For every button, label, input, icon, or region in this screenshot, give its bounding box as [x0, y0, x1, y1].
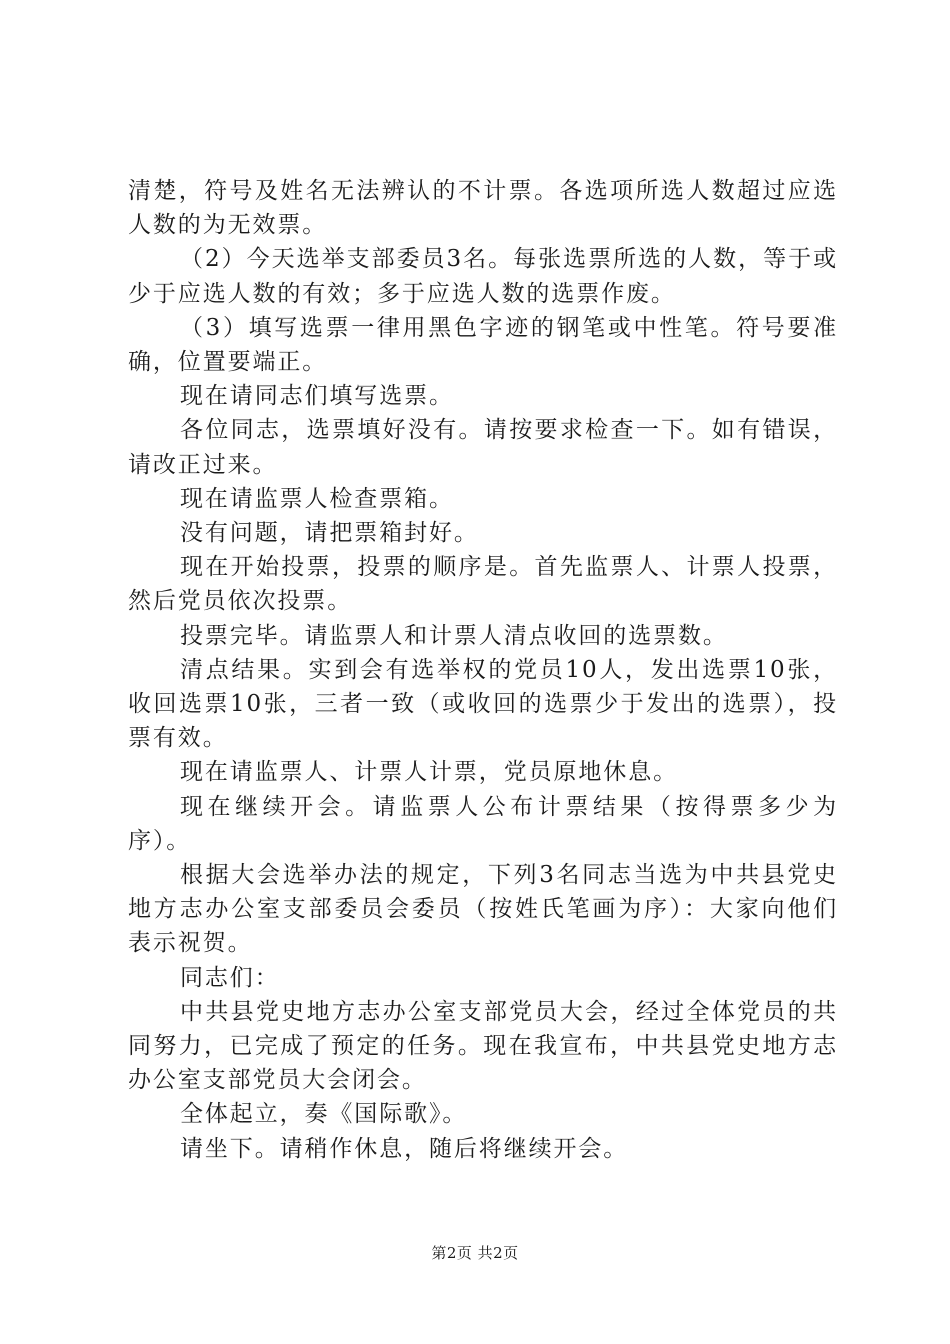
- paragraph: 同志们：: [180, 964, 280, 991]
- paragraph: 请坐下。请稍作休息，随后将继续开会。: [180, 1135, 629, 1162]
- page-number-footer: 第2页 共2页: [431, 1244, 519, 1262]
- paragraph: （2）今天选举支部委员3名。每张选票所选的人数，等于或少于应选人数的有效；多于应选人数的选票作废。: [128, 246, 838, 307]
- paragraph: 各位同志，选票填好没有。请按要求检查一下。如有错误，请改正过来。: [128, 417, 838, 478]
- paragraph: 现在继续开会。请监票人公布计票结果（按得票多少为序）。: [128, 793, 838, 854]
- paragraph: 现在请同志们填写选票。: [180, 383, 454, 410]
- paragraph: 清点结果。实到会有选举权的党员10人，发出选票10张，收回选票10张，三者一致（或收回的选票少于发出的选票），投票有效。: [128, 656, 838, 752]
- paragraph: 清楚，符号及姓名无法辨认的不计票。各选项所选人数超过应选人数的为无效票。: [128, 178, 838, 239]
- paragraph: 投票完毕。请监票人和计票人清点收回的选票数。: [180, 622, 728, 649]
- paragraph: （3）填写选票一律用黑色字迹的钢笔或中性笔。符号要准确，位置要端正。: [128, 314, 838, 376]
- paragraph: 全体起立，奏《国际歌》。: [180, 1101, 468, 1128]
- paragraph: 现在开始投票，投票的顺序是。首先监票人、计票人投票，然后党员依次投票。: [128, 554, 838, 615]
- paragraph: 没有问题，请把票箱封好。: [180, 520, 479, 547]
- paragraph: 中共县党史地方志办公室支部党员大会，经过全体党员的共同努力，已完成了预定的任务。现在我宣布，中共县党史地方志办公室支部党员大会闭会。: [128, 998, 838, 1094]
- paragraph: 现在请监票人检查票箱。: [180, 485, 454, 512]
- document-body: [128, 174, 838, 1166]
- paragraph: 现在请监票人、计票人计票，党员原地休息。: [180, 759, 678, 786]
- paragraph: 根据大会选举办法的规定，下列3名同志当选为中共县党史地方志办公室支部委员会委员（按姓氏笔画为序）：大家向他们表示祝贺。: [128, 862, 838, 957]
